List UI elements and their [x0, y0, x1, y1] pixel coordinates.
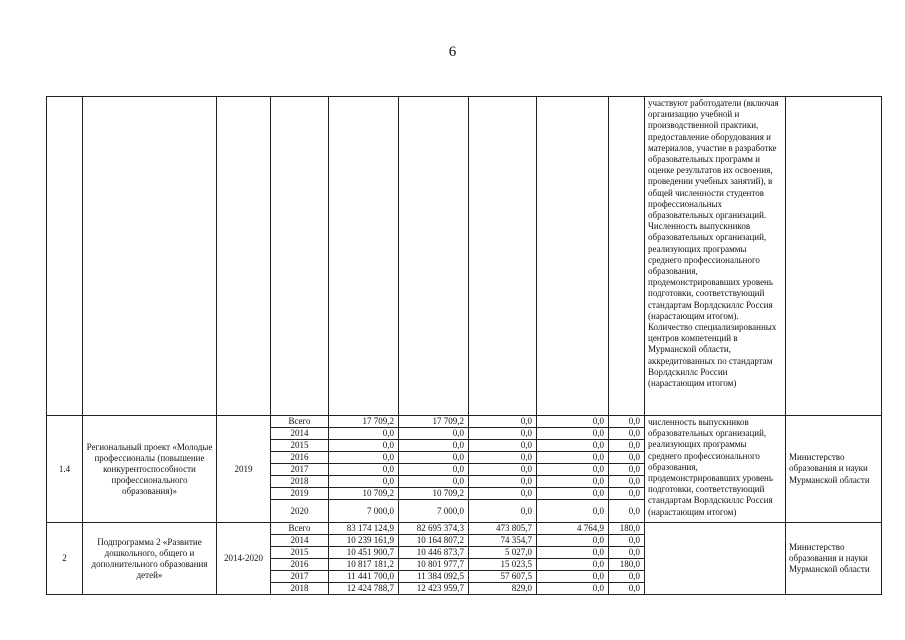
year-cell: 2016	[271, 452, 329, 464]
year-cell: 2017	[271, 464, 329, 476]
value-regional: 0,0	[399, 464, 469, 476]
section-name: Подпрограмма 2 «Развитие дошкольного, общего и дополнительного образования детей»	[83, 523, 217, 595]
indicator-text: участвуют работодатели (включая организацию учебной и производственной практики, предоставление оборудования и материалов, участие в разработке образовательных программ и оценке результатов их освоения, проведении учебных занятий), в общей численности студентов профессиональных образовательных организаций. Численность выпускников образовательных организаций, реализующих программы среднего профессионального образования, продемонстрировавших уровень подготовки, соответствующий стандартам Ворлдскиллс Россия (нарастающим итогом). Количество специализированных центров компетенций в Мурманской области, аккредитованных по стандартам Ворлдскиллс России (нарастающим итогом)	[645, 97, 786, 416]
value-local: 0,0	[537, 559, 609, 571]
value-total: 0,0	[329, 452, 399, 464]
value-other: 180,0	[609, 523, 645, 535]
value-other: 0,0	[609, 428, 645, 440]
value-total: 10 239 161,9	[329, 535, 399, 547]
section-period: 2019	[217, 416, 271, 523]
value-local: 0,0	[537, 488, 609, 500]
cell-empty	[537, 97, 609, 416]
value-federal: 57 607,5	[469, 571, 537, 583]
value-federal: 5 027,0	[469, 547, 537, 559]
year-cell: 2016	[271, 559, 329, 571]
value-local: 0,0	[537, 547, 609, 559]
value-federal: 15 023,5	[469, 559, 537, 571]
value-federal: 0,0	[469, 500, 537, 523]
cell-empty	[83, 97, 217, 416]
budget-table	[46, 96, 882, 595]
year-cell: 2020	[271, 500, 329, 523]
value-regional: 0,0	[399, 440, 469, 452]
value-total: 10 709,2	[329, 488, 399, 500]
value-local: 0,0	[537, 476, 609, 488]
value-total: 0,0	[329, 428, 399, 440]
section-name: Региональный проект «Молодые профессионалы (повышение конкурентоспособности профессионального образования)»	[83, 416, 217, 523]
indicator-text: численность выпускников образовательных организаций, реализующих программы среднего профессионального образования, продемонстрировавших уровень подготовки, соответствующий стандартам Ворлдскиллс Россия (нарастающим итогом)	[645, 416, 786, 523]
value-local: 0,0	[537, 571, 609, 583]
section-number: 1.4	[47, 416, 83, 523]
year-cell: Всего	[271, 523, 329, 535]
value-local: 0,0	[537, 464, 609, 476]
budget-row	[47, 416, 882, 428]
cell-empty	[786, 97, 882, 416]
value-total: 10 451 900,7	[329, 547, 399, 559]
value-local: 0,0	[537, 452, 609, 464]
year-cell: 2018	[271, 583, 329, 595]
value-total: 11 441 700,0	[329, 571, 399, 583]
value-other: 0,0	[609, 488, 645, 500]
year-cell: 2018	[271, 476, 329, 488]
value-federal: 0,0	[469, 440, 537, 452]
year-cell: 2014	[271, 535, 329, 547]
value-other: 0,0	[609, 416, 645, 428]
value-other: 0,0	[609, 535, 645, 547]
value-local: 0,0	[537, 416, 609, 428]
value-regional: 7 000,0	[399, 500, 469, 523]
cell-empty	[217, 97, 271, 416]
value-federal: 0,0	[469, 464, 537, 476]
year-cell: 2015	[271, 547, 329, 559]
value-local: 0,0	[537, 500, 609, 523]
section-period: 2014-2020	[217, 523, 271, 595]
section-number: 2	[47, 523, 83, 595]
value-total: 83 174 124,9	[329, 523, 399, 535]
continuation-row	[47, 97, 882, 416]
value-federal: 473 805,7	[469, 523, 537, 535]
cell-empty	[329, 97, 399, 416]
year-cell: 2017	[271, 571, 329, 583]
value-local: 4 764,9	[537, 523, 609, 535]
value-regional: 10 709,2	[399, 488, 469, 500]
value-regional: 0,0	[399, 452, 469, 464]
value-total: 0,0	[329, 476, 399, 488]
value-federal: 0,0	[469, 428, 537, 440]
value-total: 0,0	[329, 464, 399, 476]
value-regional: 0,0	[399, 428, 469, 440]
value-total: 0,0	[329, 440, 399, 452]
value-federal: 829,0	[469, 583, 537, 595]
value-regional: 11 384 092,5	[399, 571, 469, 583]
cell-empty	[609, 97, 645, 416]
value-total: 10 817 181,2	[329, 559, 399, 571]
value-federal: 0,0	[469, 476, 537, 488]
value-total: 7 000,0	[329, 500, 399, 523]
value-regional: 82 695 374,3	[399, 523, 469, 535]
year-cell: Всего	[271, 416, 329, 428]
value-federal: 74 354,7	[469, 535, 537, 547]
value-total: 17 709,2	[329, 416, 399, 428]
cell-empty	[469, 97, 537, 416]
value-total: 12 424 788,7	[329, 583, 399, 595]
value-local: 0,0	[537, 440, 609, 452]
executor: Министерство образования и науки Мурманской области	[786, 523, 882, 595]
value-regional: 10 801 977,7	[399, 559, 469, 571]
value-local: 0,0	[537, 535, 609, 547]
cell-empty	[271, 97, 329, 416]
year-cell: 2015	[271, 440, 329, 452]
value-other: 0,0	[609, 440, 645, 452]
indicator-text	[645, 523, 786, 595]
value-other: 0,0	[609, 571, 645, 583]
page-number: 6	[448, 44, 457, 60]
value-other: 0,0	[609, 464, 645, 476]
value-regional: 10 164 807,2	[399, 535, 469, 547]
year-cell: 2014	[271, 428, 329, 440]
value-local: 0,0	[537, 428, 609, 440]
budget-row	[47, 523, 882, 535]
value-local: 0,0	[537, 583, 609, 595]
value-federal: 0,0	[469, 452, 537, 464]
value-other: 0,0	[609, 547, 645, 559]
value-other: 0,0	[609, 452, 645, 464]
value-other: 0,0	[609, 500, 645, 523]
value-regional: 12 423 959,7	[399, 583, 469, 595]
cell-empty	[47, 97, 83, 416]
value-federal: 0,0	[469, 416, 537, 428]
cell-empty	[399, 97, 469, 416]
value-other: 0,0	[609, 476, 645, 488]
value-federal: 0,0	[469, 488, 537, 500]
value-other: 0,0	[609, 583, 645, 595]
executor: Министерство образования и науки Мурманской области	[786, 416, 882, 523]
value-regional: 17 709,2	[399, 416, 469, 428]
value-regional: 10 446 873,7	[399, 547, 469, 559]
value-regional: 0,0	[399, 476, 469, 488]
year-cell: 2019	[271, 488, 329, 500]
value-other: 180,0	[609, 559, 645, 571]
